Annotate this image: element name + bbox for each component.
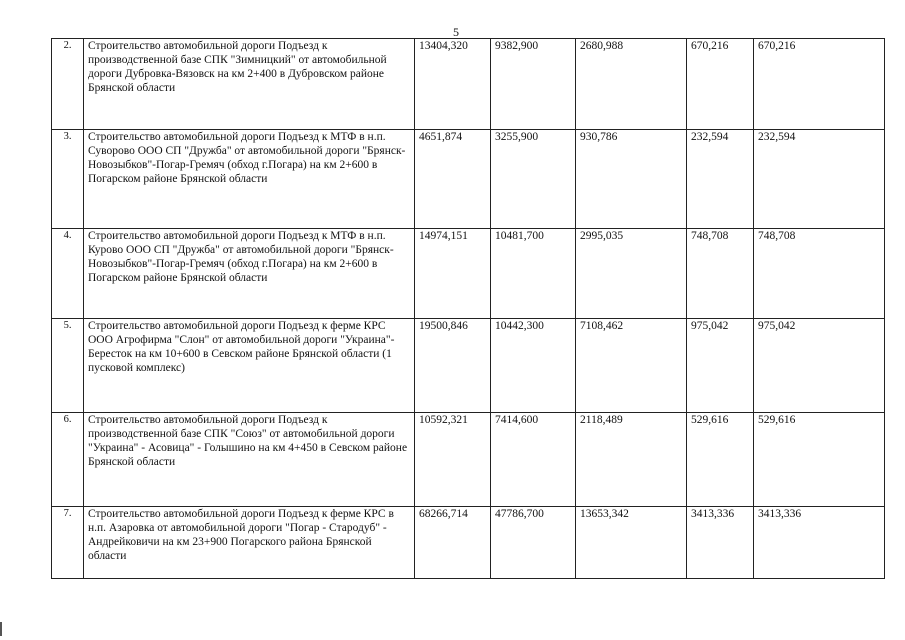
row-description: Строительство автомобильной дороги Подъезд к производственной базе СПК "Союз" от автомобильной дороги "Украина" - Асовица" - Голышино на км 4+450 в Севском районе Брянской области bbox=[84, 413, 415, 507]
value-col-2: 9382,900 bbox=[491, 39, 576, 130]
row-number: 5. bbox=[52, 319, 84, 413]
value-total: 10592,321 bbox=[415, 413, 491, 507]
value-col-4: 529,616 bbox=[687, 413, 754, 507]
row-number: 2. bbox=[52, 39, 84, 130]
value-total: 19500,846 bbox=[415, 319, 491, 413]
value-col-5: 748,708 bbox=[754, 229, 885, 319]
value-col-2: 47786,700 bbox=[491, 507, 576, 579]
value-col-2: 3255,900 bbox=[491, 130, 576, 229]
value-col-3: 2118,489 bbox=[576, 413, 687, 507]
value-col-2: 10442,300 bbox=[491, 319, 576, 413]
row-description: Строительство автомобильной дороги Подъезд к производственной базе СПК "Зимницкий" от автомобильной дороги Дубровка-Вязовск на км 2+400 в Дубровском районе Брянской области bbox=[84, 39, 415, 130]
row-description: Строительство автомобильной дороги Подъезд к ферме КРС ООО Агрофирма "Слон" от автомобильной дороги "Украина"-Бересток на км 10+600 в Севском районе Брянской области (1 пусковой комплекс) bbox=[84, 319, 415, 413]
value-total: 68266,714 bbox=[415, 507, 491, 579]
value-total: 4651,874 bbox=[415, 130, 491, 229]
row-description: Строительство автомобильной дороги Подъезд к ферме КРС в н.п. Азаровка от автомобильной дороги "Погар - Стародуб" - Андрейковичи на км 23+900 Погарского района Брянской области bbox=[84, 507, 415, 579]
page-number: 5 bbox=[453, 25, 459, 39]
row-number: 4. bbox=[52, 229, 84, 319]
table-row bbox=[52, 130, 885, 229]
table-row bbox=[52, 507, 885, 579]
value-col-2: 7414,600 bbox=[491, 413, 576, 507]
table-row bbox=[52, 39, 885, 130]
value-col-4: 975,042 bbox=[687, 319, 754, 413]
value-col-3: 2680,988 bbox=[576, 39, 687, 130]
value-col-5: 975,042 bbox=[754, 319, 885, 413]
value-col-3: 13653,342 bbox=[576, 507, 687, 579]
value-col-5: 232,594 bbox=[754, 130, 885, 229]
table-row bbox=[52, 229, 885, 319]
row-number: 6. bbox=[52, 413, 84, 507]
table-row bbox=[52, 413, 885, 507]
table-row bbox=[52, 319, 885, 413]
value-col-4: 670,216 bbox=[687, 39, 754, 130]
row-description: Строительство автомобильной дороги Подъезд к МТФ в н.п. Курово ООО СП "Дружба" от автомобильной дороги "Брянск-Новозыбков"-Погар-Гремяч (обход г.Погара) на км 2+600 в Погарском районе Брянской области bbox=[84, 229, 415, 319]
value-col-3: 2995,035 bbox=[576, 229, 687, 319]
value-col-5: 670,216 bbox=[754, 39, 885, 130]
row-number: 7. bbox=[52, 507, 84, 579]
value-col-5: 529,616 bbox=[754, 413, 885, 507]
value-col-2: 10481,700 bbox=[491, 229, 576, 319]
value-col-3: 7108,462 bbox=[576, 319, 687, 413]
row-number: 3. bbox=[52, 130, 84, 229]
value-col-4: 3413,336 bbox=[687, 507, 754, 579]
value-col-5: 3413,336 bbox=[754, 507, 885, 579]
construction-table bbox=[51, 38, 885, 579]
scan-edge-mark bbox=[0, 622, 2, 636]
value-col-3: 930,786 bbox=[576, 130, 687, 229]
row-description: Строительство автомобильной дороги Подъезд к МТФ в н.п. Суворово ООО СП "Дружба" от автомобильной дороги "Брянск-Новозыбков"-Погар-Гремяч (обход г.Погара) на км 2+600 в Погарском районе Брянской области bbox=[84, 130, 415, 229]
value-col-4: 232,594 bbox=[687, 130, 754, 229]
value-col-4: 748,708 bbox=[687, 229, 754, 319]
value-total: 13404,320 bbox=[415, 39, 491, 130]
value-total: 14974,151 bbox=[415, 229, 491, 319]
